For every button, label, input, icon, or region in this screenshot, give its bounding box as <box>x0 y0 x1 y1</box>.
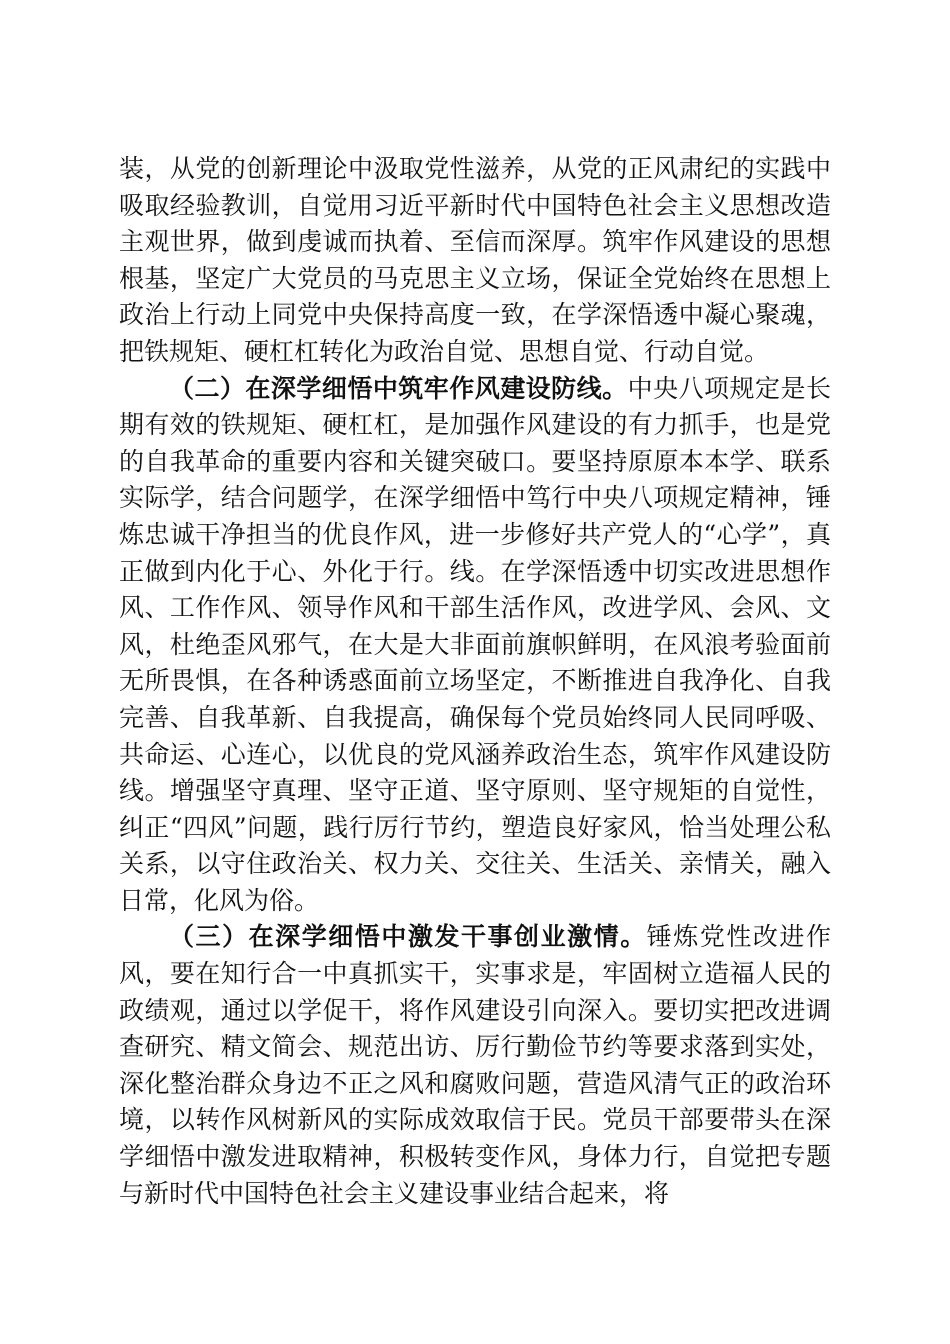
document-body <box>119 151 831 1212</box>
paragraph-text: 中央八项规定是长期有效的铁规矩、硬杠杠，是加强作风建设的有力抓手，也是党的自我革命的重要内容和关键突破口。要坚持原原本本学、联系实际学，结合问题学，在深学细悟中笃行中央八项规定精神，锤炼忠诚干净担当的优良作风，进一步修好共产党人的“心学”，真正做到内化于心、外化于行。线。在学深悟透中切实改进思想作风、工作作风、领导作风和干部生活作风，改进学风、会风、文风，杜绝歪风邪气，在大是大非面前旗帜鲜明，在风浪考验面前无所畏惧，在各种诱惑面前立场坚定，不断推进自我净化、自我完善、自我革新、自我提高，确保每个党员始终同人民同呼吸、共命运、心连心，以优良的党风涵养政治生态，筑牢作风建设防线。增强坚守真理、坚守正道、坚守原则、坚守规矩的自觉性，纠正“四风”问题，践行厉行节约，塑造良好家风，恰当处理公私关系，以守住政治关、权力关、交往关、生活关、亲情关，融入日常，化风为俗。 <box>119 373 831 915</box>
paragraph-section-2 <box>119 371 831 920</box>
paragraph-section-3 <box>119 919 831 1212</box>
paragraph-text: 锤炼党性改进作风，要在知行合一中真抓实干，实事求是，牢固树立造福人民的政绩观，通过以学促干，将作风建设引向深入。要切实把改进调查研究、精文简会、规范出访、厉行勤俭节约等要求落到实处，深化整治群众身边不正之风和腐败问题，营造风清气正的政治环境，以转作风树新风的实际成效取信于民。党员干部要带头在深学细悟中激发进取精神，积极转变作风，身体力行，自觉把专题与新时代中国特色社会主义建设事业结合起来，将 <box>119 922 831 1208</box>
paragraph-continuation <box>119 151 831 371</box>
section-heading: （二）在深学细悟中筑牢作风建设防线。 <box>169 373 628 403</box>
paragraph-text: 装，从党的创新理论中汲取党性滋养，从党的正风肃纪的实践中吸取经验教训，自觉用习近平新时代中国特色社会主义思想改造主观世界，做到虔诚而执着、至信而深厚。筑牢作风建设的思想根基，坚定广大党员的马克思主义立场，保证全党始终在思想上政治上行动上同党中央保持高度一致，在学深悟透中凝心聚魂，把铁规矩、硬杠杠转化为政治自觉、思想自觉、行动自觉。 <box>119 154 831 366</box>
section-heading: （三）在深学细悟中激发干事创业激情。 <box>169 922 647 952</box>
